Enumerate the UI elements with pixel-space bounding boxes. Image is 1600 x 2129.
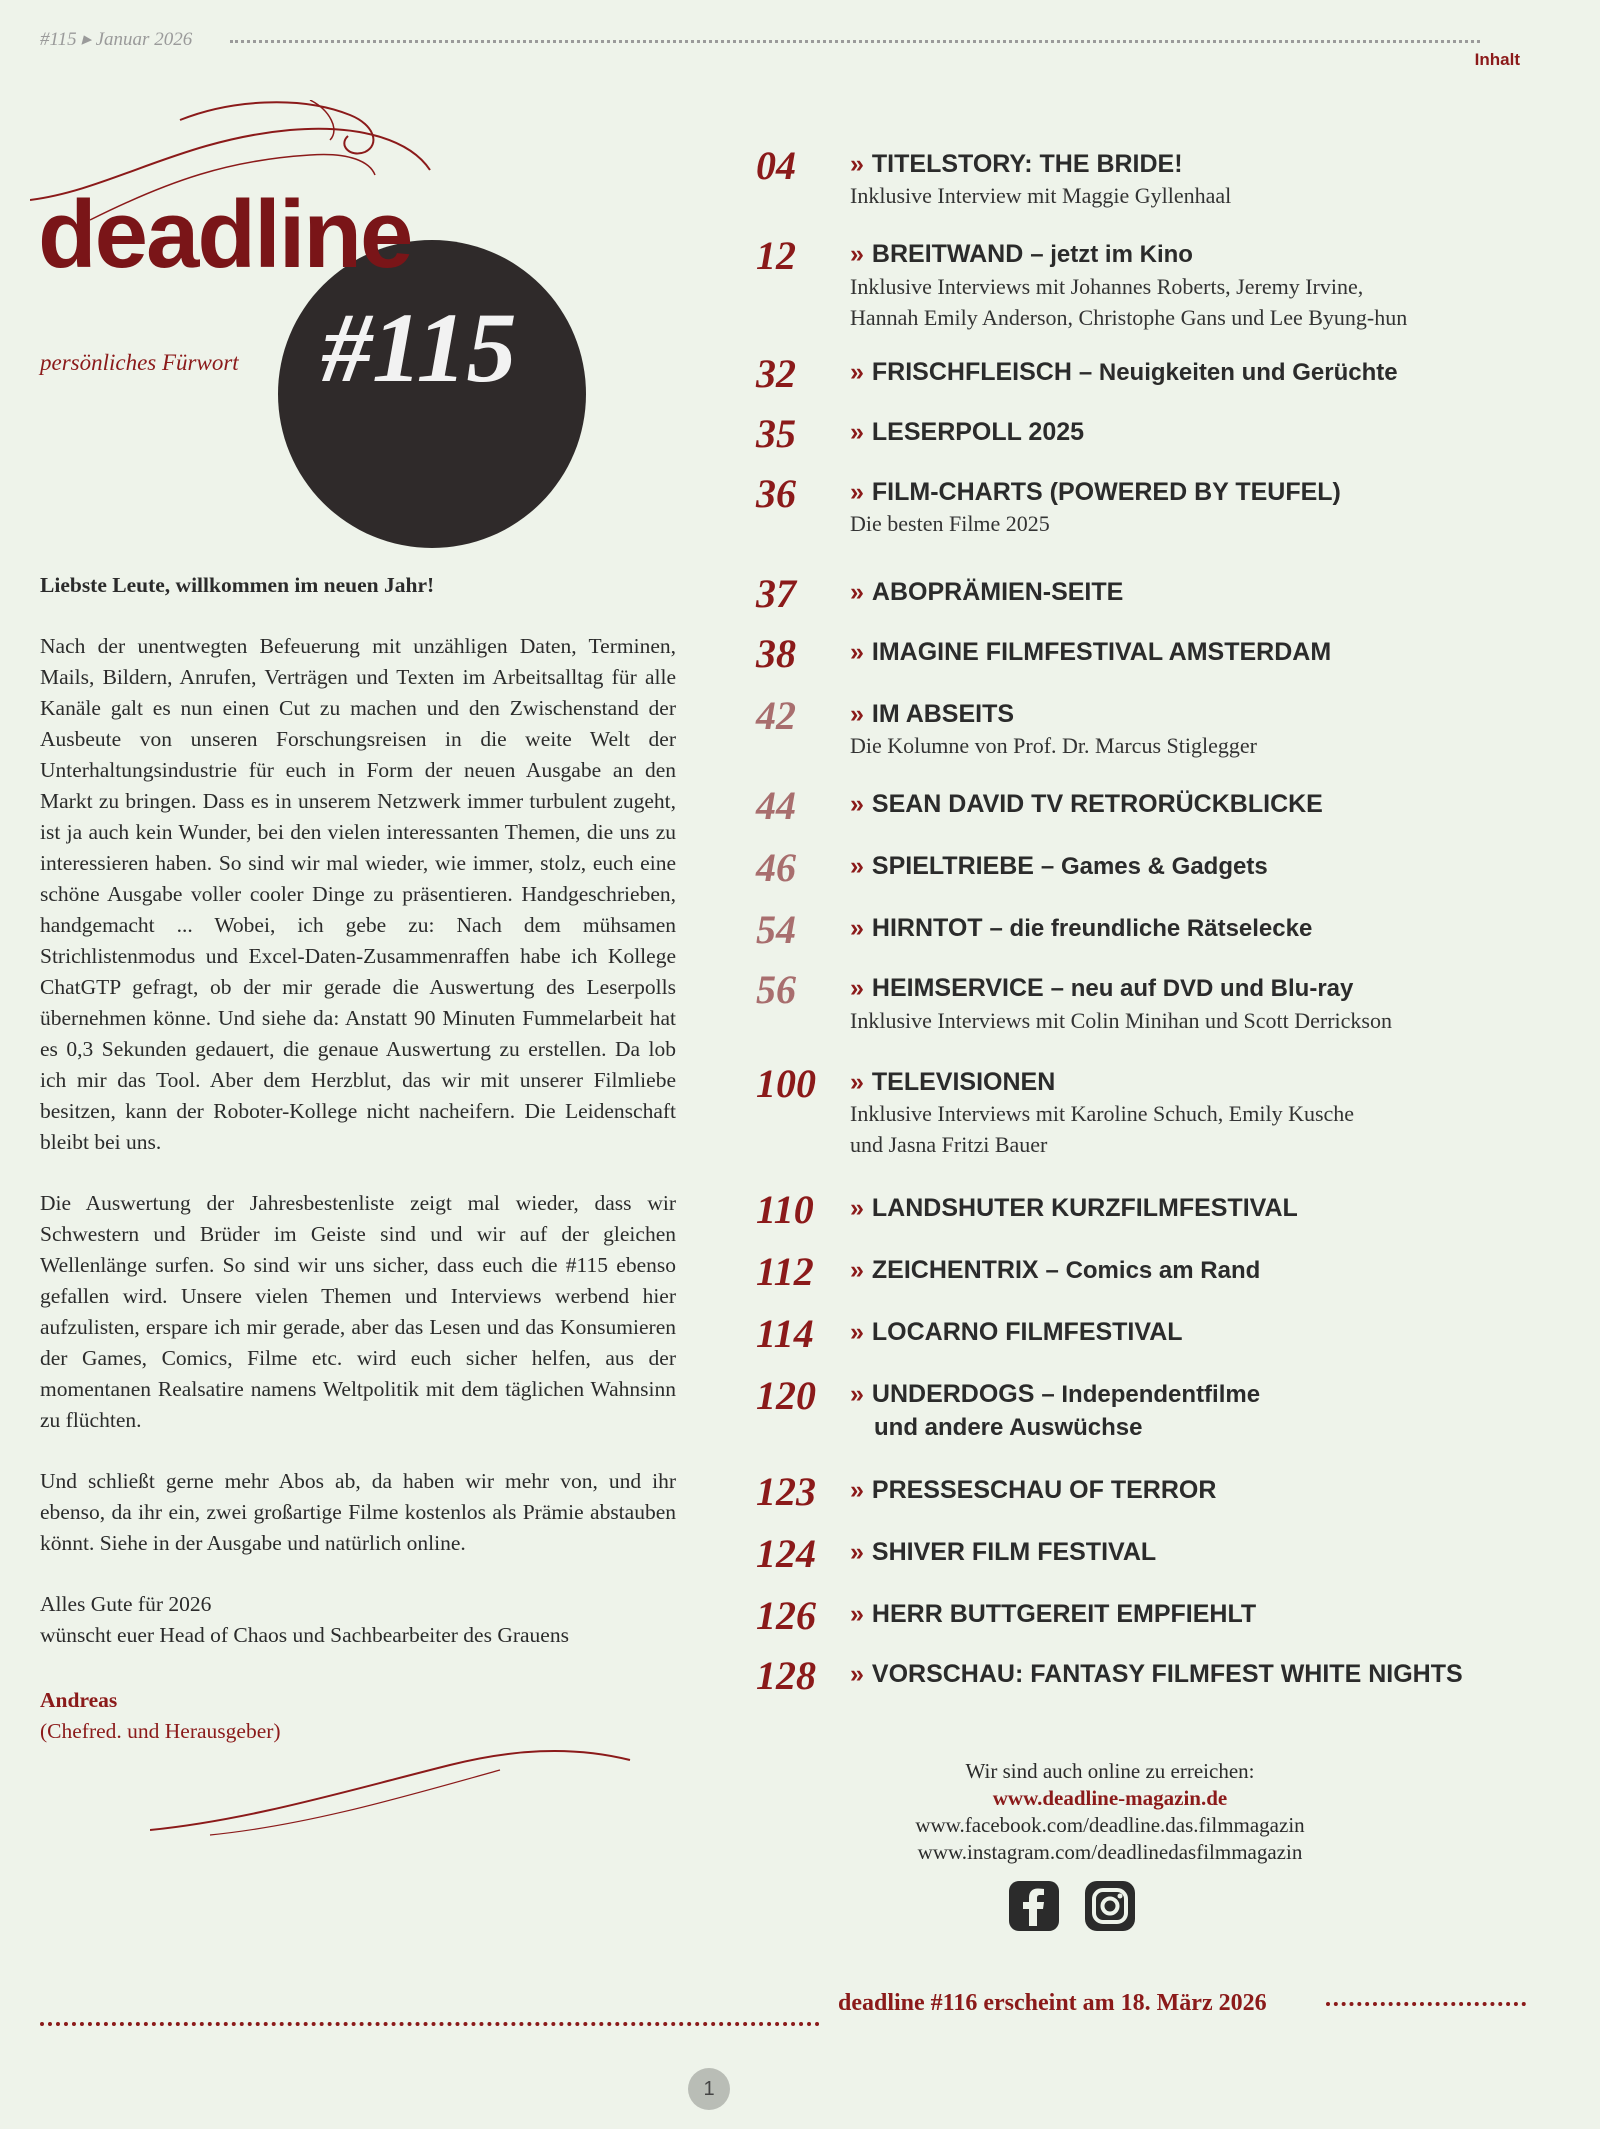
signature-role: (Chefred. und Herausgeber) bbox=[40, 1719, 281, 1743]
toc-title-line bbox=[850, 356, 1570, 389]
toc-entry-body bbox=[850, 1192, 1570, 1224]
toc-subtitle: – Independentfilme bbox=[1041, 1381, 1261, 1408]
toc-title-line bbox=[850, 972, 1570, 1005]
editorial-greeting: Liebste Leute, willkommen im neuen Jahr! bbox=[40, 573, 435, 597]
raquo-icon: » bbox=[850, 578, 864, 606]
toc-title-line bbox=[850, 1066, 1570, 1098]
toc-title: HIRNTOT bbox=[871, 914, 983, 942]
toc-title: UNDERDOGS bbox=[871, 1380, 1035, 1408]
toc-description: Inklusive Interviews mit Colin Minihan und Scott Derrickson bbox=[850, 1008, 1392, 1033]
toc-entry-body bbox=[850, 416, 1570, 448]
toc-subtitle: – Comics am Rand bbox=[1045, 1257, 1261, 1284]
social-icons bbox=[1008, 1880, 1148, 1936]
toc-title: SHIVER FILM FESTIVAL bbox=[871, 1538, 1157, 1566]
toc-page-number: 124 bbox=[756, 1531, 816, 1576]
issue-crumb: #115 ▸ Januar 2026 bbox=[40, 29, 193, 50]
toc-title-line bbox=[850, 1598, 1570, 1630]
raquo-icon: » bbox=[850, 1318, 864, 1346]
toc-description: und Jasna Fritzi Bauer bbox=[850, 1132, 1048, 1157]
page-header bbox=[40, 28, 1520, 68]
toc-subtitle: – neu auf DVD und Blu-ray bbox=[1050, 975, 1354, 1002]
editorial-paragraph: Nach der unentwegten Befeuerung mit unzähligen Daten, Terminen, Mails, Bildern, Anrufen, Verträgen und Texten im Arbeitsalltag für alle Kanäle galt es nun einen Cut zu machen und den Zwischenstand der Ausbeute von unseren Forschungsreisen in die weite Welt der Unterhaltungsindustrie für euch in Form der neuen Ausgabe an den Markt zu bringen. Dass es in unserem Netzwerk immer turbulent zugeht, ist ja auch kein Wunder, bei den vielen interessanten Themen, die uns zu interessieren haben. So sind wir mal wieder, wie immer, stolz, euch eine schöne Ausgabe voller cooler Dinge zu präsentieren. Handgeschrieben, handgemacht ... Wobei, ich gebe zu: Nach dem mühsamen Strichlistenmodus und Excel-Daten-Zusammenraffen habe ich Kollege ChatGTP gefragt, ob der mir gerade die Auswertung des Leserpolls übernehmen könne. Und siehe da: Anstatt 90 Minuten Fummelarbeit hat es 0,3 Sekunden gedauert, die genaue Auswertung zu erstellen. Da lob ich mir das Tool. Aber dem Herzblut, das wir mit unserer Filmliebe besitzen, kann der Roboter-Kollege nicht nacheifern. Die Leidenschaft bleibt bei uns. bbox=[40, 634, 676, 1154]
toc-entry-body bbox=[850, 1254, 1570, 1287]
page-number: 1 bbox=[688, 2068, 730, 2110]
toc-title: VORSCHAU: FANTASY FILMFEST WHITE NIGHTS bbox=[871, 1660, 1463, 1688]
toc-title: IMAGINE FILMFESTIVAL AMSTERDAM bbox=[871, 638, 1332, 666]
raquo-icon: » bbox=[850, 700, 864, 728]
issue-number: #115 bbox=[322, 292, 517, 403]
signature-name: Andreas bbox=[40, 1688, 118, 1712]
toc-title: LANDSHUTER KURZFILMFESTIVAL bbox=[871, 1194, 1298, 1222]
closing-line: wünscht euer Head of Chaos und Sachbearbeiter des Grauens bbox=[40, 1623, 569, 1647]
toc-entry-body bbox=[850, 1536, 1570, 1568]
section-label: Inhalt bbox=[1474, 50, 1520, 69]
raquo-icon: » bbox=[850, 240, 864, 268]
toc-title-line bbox=[850, 1378, 1570, 1411]
raquo-icon: » bbox=[850, 1068, 864, 1096]
toc-page-number: 112 bbox=[756, 1249, 814, 1294]
editorial-column bbox=[40, 570, 676, 1747]
toc-title-line bbox=[850, 238, 1570, 271]
toc-page-number: 37 bbox=[756, 571, 796, 616]
raquo-icon: » bbox=[850, 852, 864, 880]
toc-entry-body bbox=[850, 1066, 1570, 1160]
toc-title: TELEVISIONEN bbox=[871, 1068, 1056, 1096]
toc-page-number: 44 bbox=[756, 783, 796, 828]
toc-title: FRISCHFLEISCH bbox=[871, 358, 1072, 386]
next-issue-notice: deadline #116 erscheint am 18. März 2026 bbox=[838, 1990, 1267, 2016]
toc-page-number: 36 bbox=[756, 471, 796, 516]
raquo-icon: » bbox=[850, 150, 864, 178]
toc-subtitle: – die freundliche Rätselecke bbox=[989, 915, 1313, 942]
toc-entry-body bbox=[850, 912, 1570, 945]
toc-title-line bbox=[850, 1192, 1570, 1224]
online-intro: Wir sind auch online zu erreichen: bbox=[965, 1759, 1255, 1783]
toc-title: ABOPRÄMIEN-SEITE bbox=[871, 578, 1124, 606]
raquo-icon: » bbox=[850, 1380, 864, 1408]
toc-title-line bbox=[850, 698, 1570, 730]
toc-title-line bbox=[850, 476, 1570, 508]
raquo-icon: » bbox=[850, 1194, 864, 1222]
toc-title: HEIMSERVICE bbox=[871, 974, 1044, 1002]
toc-subtitle: und andere Auswüchse bbox=[874, 1414, 1143, 1441]
toc-page-number: 110 bbox=[756, 1187, 814, 1232]
toc-entry-body bbox=[850, 972, 1570, 1036]
brand-logo: deadline bbox=[38, 181, 412, 288]
toc-subtitle: – Neuigkeiten und Gerüchte bbox=[1078, 359, 1398, 386]
toc-entry-body bbox=[850, 1378, 1570, 1444]
raquo-icon: » bbox=[850, 1476, 864, 1504]
signature-swirl-icon bbox=[150, 1740, 650, 1840]
toc-title-line bbox=[850, 788, 1570, 820]
facebook-icon[interactable] bbox=[1008, 1880, 1060, 1932]
toc-title: HERR BUTTGEREIT EMPFIEHLT bbox=[871, 1600, 1257, 1628]
raquo-icon: » bbox=[850, 1660, 864, 1688]
raquo-icon: » bbox=[850, 1600, 864, 1628]
toc-page-number: 12 bbox=[756, 233, 796, 278]
toc-entry-body bbox=[850, 148, 1570, 211]
toc-entry-body bbox=[850, 1316, 1570, 1348]
toc-description: Inklusive Interviews mit Karoline Schuch, Emily Kusche bbox=[850, 1101, 1355, 1126]
toc-page-number: 46 bbox=[756, 845, 796, 890]
toc-page-number: 114 bbox=[756, 1311, 814, 1356]
toc-title-line bbox=[850, 148, 1570, 180]
facebook-link[interactable]: www.facebook.com/deadline.das.filmmagazin bbox=[915, 1813, 1305, 1837]
toc-page-number: 35 bbox=[756, 411, 796, 456]
toc-title-line bbox=[850, 1316, 1570, 1348]
toc-page-number: 120 bbox=[756, 1373, 816, 1418]
toc-entry-body bbox=[850, 1474, 1570, 1506]
toc-title: LESERPOLL 2025 bbox=[871, 418, 1085, 446]
toc-entry-body bbox=[850, 1658, 1570, 1690]
toc-title: LOCARNO FILMFESTIVAL bbox=[871, 1318, 1183, 1346]
toc-entry-body bbox=[850, 636, 1570, 668]
online-info bbox=[820, 1758, 1400, 1866]
toc-page-number: 126 bbox=[756, 1593, 816, 1638]
toc-page-number: 42 bbox=[756, 693, 796, 738]
website-link[interactable]: www.deadline-magazin.de bbox=[992, 1786, 1228, 1810]
toc-subtitle-line bbox=[850, 1411, 1570, 1444]
raquo-icon: » bbox=[850, 1256, 864, 1284]
toc-description: Hannah Emily Anderson, Christophe Gans und Lee Byung-hun bbox=[850, 305, 1408, 330]
editorial-closing bbox=[40, 1589, 676, 1651]
toc-page-number: 38 bbox=[756, 631, 796, 676]
toc-entry-body bbox=[850, 698, 1570, 761]
toc-entry-body bbox=[850, 850, 1570, 883]
toc-title-line bbox=[850, 416, 1570, 448]
toc-page-number: 123 bbox=[756, 1469, 816, 1514]
raquo-icon: » bbox=[850, 418, 864, 446]
toc-title-line bbox=[850, 850, 1570, 883]
toc-title: BREITWAND bbox=[871, 240, 1024, 268]
raquo-icon: » bbox=[850, 478, 864, 506]
toc-title-line bbox=[850, 1254, 1570, 1287]
toc-title: IM ABSEITS bbox=[871, 700, 1015, 728]
toc-entry-body bbox=[850, 238, 1570, 333]
raquo-icon: » bbox=[850, 914, 864, 942]
toc-page-number: 56 bbox=[756, 967, 796, 1012]
toc-entry-body bbox=[850, 788, 1570, 820]
toc-entry-body bbox=[850, 1598, 1570, 1630]
toc-description: Inklusive Interviews mit Johannes Roberts, Jeremy Irvine, bbox=[850, 274, 1364, 299]
raquo-icon: » bbox=[850, 638, 864, 666]
closing-line: Alles Gute für 2026 bbox=[40, 1592, 212, 1616]
logo-block bbox=[30, 100, 610, 480]
toc-entry-body bbox=[850, 576, 1570, 608]
toc-title: SPIELTRIEBE bbox=[871, 852, 1034, 880]
header-dotted-rule bbox=[230, 40, 1480, 43]
toc-title: PRESSESCHAU OF TERROR bbox=[871, 1476, 1217, 1504]
toc-description: Inklusive Interview mit Maggie Gyllenhaal bbox=[850, 183, 1232, 208]
footer-dotted-rule bbox=[1326, 2002, 1526, 2006]
toc-entry-body bbox=[850, 356, 1570, 389]
raquo-icon: » bbox=[850, 358, 864, 386]
toc-subtitle: – Games & Gadgets bbox=[1040, 853, 1268, 880]
toc-description: Die besten Filme 2025 bbox=[850, 511, 1050, 536]
toc-title-line bbox=[850, 1474, 1570, 1506]
toc-title-line bbox=[850, 636, 1570, 668]
toc-title-line bbox=[850, 1536, 1570, 1568]
toc-title: SEAN DAVID TV RETRORÜCKBLICKE bbox=[871, 790, 1323, 818]
instagram-icon[interactable] bbox=[1084, 1880, 1136, 1932]
toc-page-number: 32 bbox=[756, 351, 796, 396]
toc-description: Die Kolumne von Prof. Dr. Marcus Stiglegger bbox=[850, 733, 1257, 758]
toc-page-number: 54 bbox=[756, 907, 796, 952]
toc-title: ZEICHENTRIX bbox=[871, 1256, 1039, 1284]
editorial-paragraph: Und schließt gerne mehr Abos ab, da haben wir mehr von, und ihr ebenso, da ihr ein, zwei großartige Filme kostenlos als Prämie abstauben könnt. Siehe in der Ausgabe und natürlich online. bbox=[40, 1469, 676, 1555]
instagram-link[interactable]: www.instagram.com/deadlinedasfilmmagazin bbox=[917, 1840, 1303, 1864]
toc-page-number: 04 bbox=[756, 143, 796, 188]
toc-title-line bbox=[850, 1658, 1570, 1690]
raquo-icon: » bbox=[850, 974, 864, 1002]
toc-page-number: 128 bbox=[756, 1653, 816, 1698]
toc-subtitle: – jetzt im Kino bbox=[1030, 241, 1193, 268]
toc-page-number: 100 bbox=[756, 1061, 816, 1106]
toc-title: TITELSTORY: THE BRIDE! bbox=[871, 150, 1183, 178]
raquo-icon: » bbox=[850, 790, 864, 818]
footer-dotted-rule bbox=[40, 2022, 820, 2026]
editorial-paragraph: Die Auswertung der Jahresbestenliste zeigt mal wieder, dass wir Schwestern und Brüder im Geiste sind und wir auf der gleichen Wellenlänge surfen. So sind wir uns sicher, dass euch die #115 ebenso gefallen wird. Unsere vielen Themen und Interviews werbend hier aufzulisten, erspare ich mir gerade, aber das Lesen und das Konsumieren der Games, Comics, Filme etc. wird euch sicher helfen, aus der momentanen Realsatire namens Weltpolitik mit dem täglichen Wahnsinn zu flüchten. bbox=[40, 1191, 676, 1432]
toc-title-line bbox=[850, 576, 1570, 608]
column-title: persönliches Fürwort bbox=[40, 350, 239, 375]
toc-entry-body bbox=[850, 476, 1570, 539]
raquo-icon: » bbox=[850, 1538, 864, 1566]
toc-title-line bbox=[850, 912, 1570, 945]
toc-title: FILM-CHARTS (POWERED BY TEUFEL) bbox=[871, 478, 1341, 506]
